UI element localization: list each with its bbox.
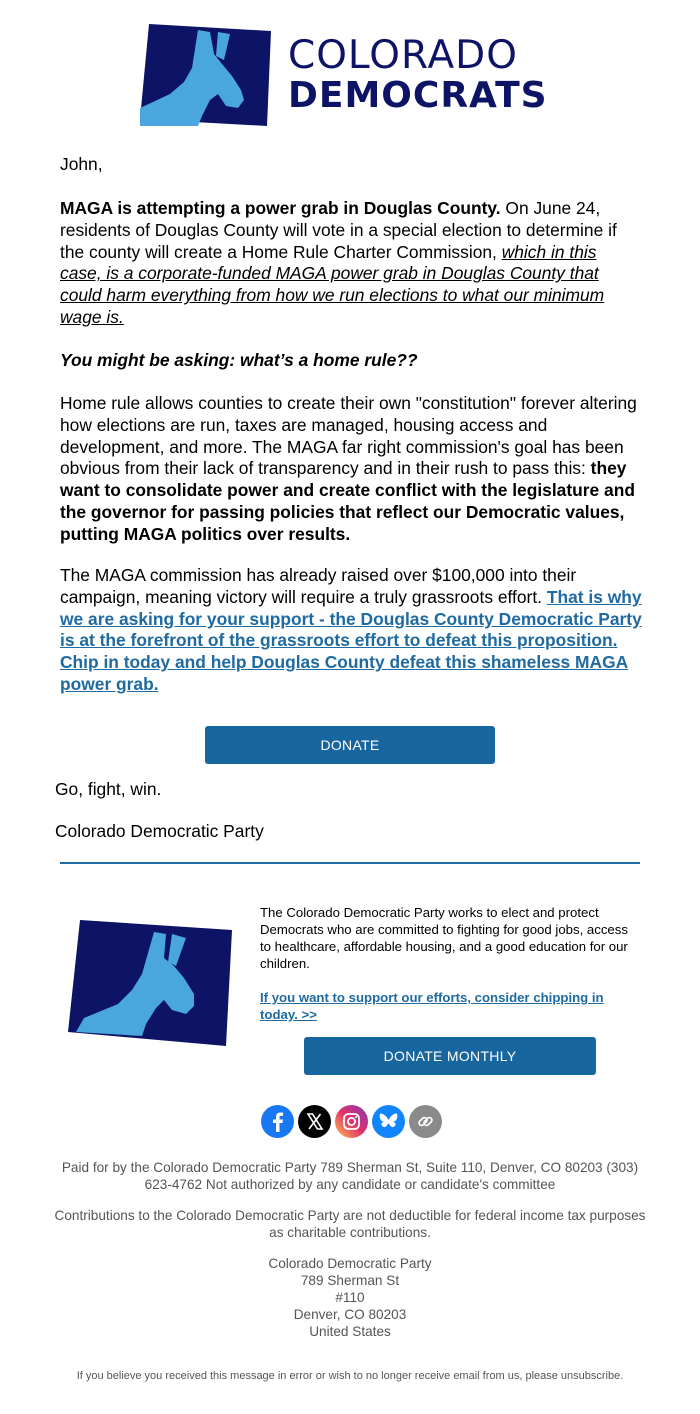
home-rule-bold: they want to consolidate power and create conflict with the legislature and the governor for passing policies that reflect our Democratic values, putting MAGA politics over results. — [60, 458, 635, 544]
address-org: Colorado Democratic Party — [268, 1256, 432, 1271]
logo-title-line2: DEMOCRATS — [288, 75, 548, 116]
social-links — [261, 1105, 442, 1138]
paragraph-home-rule — [60, 393, 642, 546]
donkey-state-icon — [140, 24, 272, 126]
address-country: United States — [309, 1324, 391, 1339]
paragraph-intro — [60, 198, 642, 329]
instagram-icon[interactable] — [335, 1105, 368, 1138]
mission-statement: The Colorado Democratic Party works to elect and protect Democrats who are committed to fighting for good jobs, access to healthcare, affordable housing, and a good education for our children. — [260, 905, 628, 971]
address-street: 789 Sherman St — [300, 1273, 400, 1288]
intro-bold: MAGA is attempting a power grab in Douglas County. — [60, 198, 501, 218]
donate-link[interactable]: That is why we are asking for your support - the Douglas County Democratic Party is at the forefront of the grassroots effort to defeat this proposition. Chip in today and help Douglas County defeat this shameless MAGA power grab. — [60, 586, 642, 694]
link-icon[interactable] — [409, 1105, 442, 1138]
contributions-disclaimer: Contributions to the Colorado Democratic Party are not deductible for federal income tax purposes as charitable contributions. — [54, 1208, 646, 1240]
paid-for-disclaimer: Paid for by the Colorado Democratic Party 789 Sherman St, Suite 110, Denver, CO 80203 (303) 623-4762 Not authorized by any candidate or candidate's committee — [61, 1160, 639, 1192]
logo-title-line1: COLORADO — [288, 33, 518, 78]
donate-monthly-button[interactable]: DONATE MONTHLY — [304, 1037, 596, 1075]
address-suite: #110 — [335, 1290, 365, 1305]
intro-text: On June 24, residents of Douglas County will vote in a special election to determine if the county will create a Home Rule Charter Commission, — [60, 198, 617, 262]
donkey-state-icon — [68, 920, 232, 1046]
donate-button[interactable]: DONATE — [205, 726, 495, 764]
paragraph-fundraising — [60, 565, 642, 696]
support-link[interactable]: If you want to support our efforts, consider chipping in today. >> — [260, 990, 604, 1022]
unsubscribe-notice[interactable]: If you believe you received this message in error or wish to no longer receive email from us, please unsubscribe. — [76, 1370, 624, 1382]
greeting: John, — [60, 154, 103, 174]
colorado-democrats-logo[interactable] — [140, 24, 560, 128]
home-rule-text: Home rule allows counties to create their own "constitution" forever altering how elections are run, taxes are managed, housing access and development, and more. The MAGA far right commission's goal has been obvious from their lack of transparency and in their rush to pass this: — [60, 393, 637, 479]
bluesky-icon[interactable] — [372, 1105, 405, 1138]
section-divider — [60, 862, 640, 864]
intro-italic: which in this case, is a corporate-funded MAGA power grab in Douglas County that could harm everything from how we run elections to what our minimum wage is. — [60, 241, 605, 327]
closing-line: Go, fight, win. — [55, 779, 162, 799]
signature: Colorado Democratic Party — [55, 821, 264, 841]
mailing-address — [50, 1255, 650, 1340]
x-icon[interactable] — [298, 1105, 331, 1138]
address-city: Denver, CO 80203 — [293, 1307, 407, 1322]
fundraising-text: The MAGA commission has already raised over $100,000 into their campaign, meaning victory will require a truly grassroots effort. — [60, 565, 577, 607]
facebook-icon[interactable] — [261, 1105, 294, 1138]
question-heading: You might be asking: what’s a home rule?? — [60, 350, 418, 370]
